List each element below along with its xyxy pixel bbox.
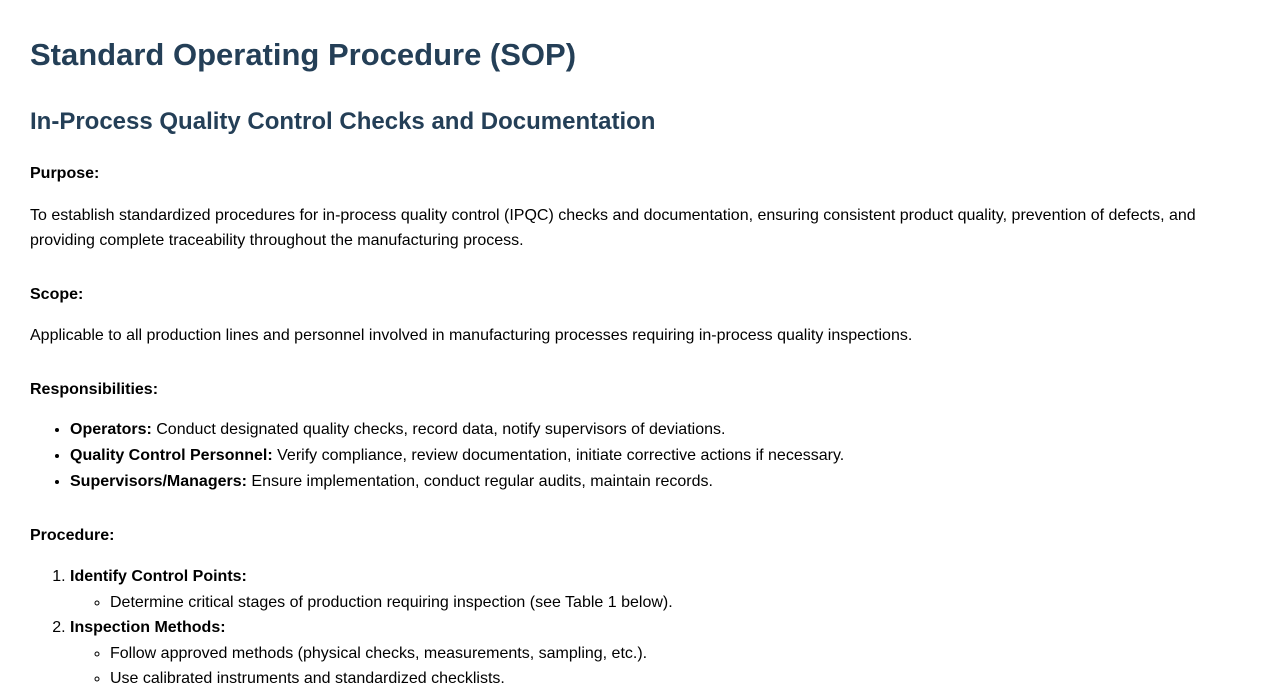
page-title: Standard Operating Procedure (SOP) bbox=[30, 37, 577, 72]
scope-text: Applicable to all production lines and personnel involved in manufacturing processes requiring in-process quality inspections. bbox=[30, 327, 913, 344]
list-item bbox=[70, 469, 844, 495]
role-description: Ensure implementation, conduct regular audits, maintain records. bbox=[246, 473, 713, 490]
role-name: Quality Control Personnel: bbox=[70, 447, 273, 464]
list-item bbox=[70, 417, 844, 443]
purpose-label: Purpose: bbox=[30, 165, 100, 182]
substep-list bbox=[70, 590, 673, 615]
substep-item: ◦ Follow approved methods (physical checks, measurements, sampling, etc.). bbox=[110, 641, 673, 666]
substep-item: ◦ Use calibrated instruments and standardized checklists. bbox=[110, 666, 673, 691]
procedure-step bbox=[70, 564, 673, 615]
procedure-step bbox=[70, 615, 673, 691]
step-title: Identify Control Points: bbox=[70, 568, 247, 585]
substep-list bbox=[70, 641, 673, 691]
responsibilities-list bbox=[30, 417, 844, 495]
role-description: Verify compliance, review documentation, initiate corrective actions if necessary. bbox=[272, 447, 845, 464]
responsibilities-label: Responsibilities: bbox=[30, 381, 159, 398]
role-name: Operators: bbox=[70, 421, 152, 438]
page-subtitle: In-Process Quality Control Checks and Documentation bbox=[30, 108, 656, 135]
purpose-text: To establish standardized procedures for in-process quality control (IPQC) checks and documentation, ensuring consistent product quality, prevention of defects, and providing complete traceability throughout the manufacturing process. bbox=[30, 207, 1196, 249]
procedure-list bbox=[30, 564, 673, 691]
procedure-label: Procedure: bbox=[30, 527, 115, 544]
substep-item: ◦ Determine critical stages of production requiring inspection (see Table 1 below). bbox=[110, 590, 673, 615]
role-description: Conduct designated quality checks, record data, notify supervisors of deviations. bbox=[151, 421, 726, 438]
step-title: Inspection Methods: bbox=[70, 619, 226, 636]
scope-label: Scope: bbox=[30, 286, 84, 303]
role-name: Supervisors/Managers: bbox=[70, 473, 247, 490]
list-item bbox=[70, 443, 844, 469]
